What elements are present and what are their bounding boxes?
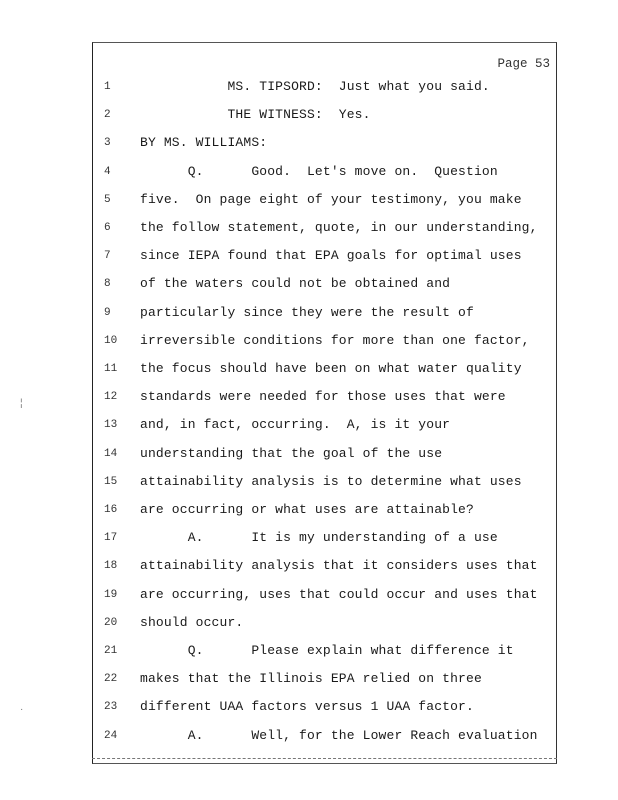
transcript-line: attainability analysis is to determine what uses (140, 473, 522, 489)
transcript-line: Q. Please explain what difference it (140, 643, 514, 658)
transcript-line: the focus should have been on what water quality (140, 361, 522, 376)
transcript-line: of the waters could not be obtained and (140, 276, 451, 292)
transcript-line: and, in fact, occurring. A, is it your (140, 417, 451, 433)
line-number: 21 (104, 645, 118, 657)
line-number: 7 (104, 250, 111, 263)
transcript-line: attainability analysis that it considers uses that (140, 558, 538, 574)
line-number: 16 (104, 504, 118, 516)
line-number: 3 (104, 137, 111, 150)
line-number: 11 (104, 363, 118, 375)
transcript-line: should occur. (140, 614, 244, 630)
margin-mark-left: ¦ (20, 398, 23, 409)
line-number: 2 (104, 109, 111, 122)
line-number: 19 (104, 588, 118, 601)
line-number: 14 (104, 447, 118, 460)
page-number: Page 53 (497, 57, 550, 71)
transcript-line: A. Well, for the Lower Reach evaluation (140, 727, 538, 743)
transcript-line: makes that the Illinois EPA relied on three (140, 671, 482, 687)
line-number: 6 (104, 222, 111, 234)
margin-mark-left-lower: · (20, 704, 24, 715)
line-number: 18 (104, 560, 118, 573)
transcript-line: are occurring or what uses are attainable? (140, 502, 474, 517)
line-number: 13 (104, 419, 118, 432)
line-number: 10 (104, 334, 118, 347)
line-number: 5 (104, 193, 111, 206)
transcript-line: particularly since they were the result of (140, 304, 474, 320)
transcript-line: five. On page eight of your testimony, you make (140, 191, 522, 207)
line-number: 8 (104, 278, 111, 291)
page-bottom-rule (92, 758, 557, 759)
transcript-line: Q. Good. Let's move on. Question (140, 163, 498, 179)
transcript-line: since IEPA found that EPA goals for optimal uses (140, 248, 522, 264)
line-number: 9 (104, 306, 111, 319)
transcript-line: irreversible conditions for more than one factor, (140, 332, 530, 348)
transcript-line: standards were needed for those uses that were (140, 389, 506, 405)
line-number: 17 (104, 532, 118, 545)
line-number: 15 (104, 475, 118, 488)
transcript-line: THE WITNESS: Yes. (140, 107, 371, 123)
line-number: 20 (104, 616, 118, 629)
line-number: 23 (104, 701, 118, 714)
line-number: 1 (104, 81, 111, 93)
transcript-line: MS. TIPSORD: Just what you said. (140, 79, 490, 94)
line-number: 4 (104, 165, 111, 178)
transcript-line: different UAA factors versus 1 UAA factor. (140, 699, 474, 715)
transcript-line: A. It is my understanding of a use (140, 530, 498, 546)
transcript-line: are occurring, uses that could occur and uses that (140, 586, 538, 602)
line-number: 24 (104, 729, 118, 742)
transcript-line: BY MS. WILLIAMS: (140, 135, 268, 151)
transcript-line: understanding that the goal of the use (140, 445, 443, 461)
line-number: 22 (104, 673, 118, 686)
transcript-line: the follow statement, quote, in our understanding, (140, 220, 538, 235)
line-number: 12 (104, 391, 118, 404)
